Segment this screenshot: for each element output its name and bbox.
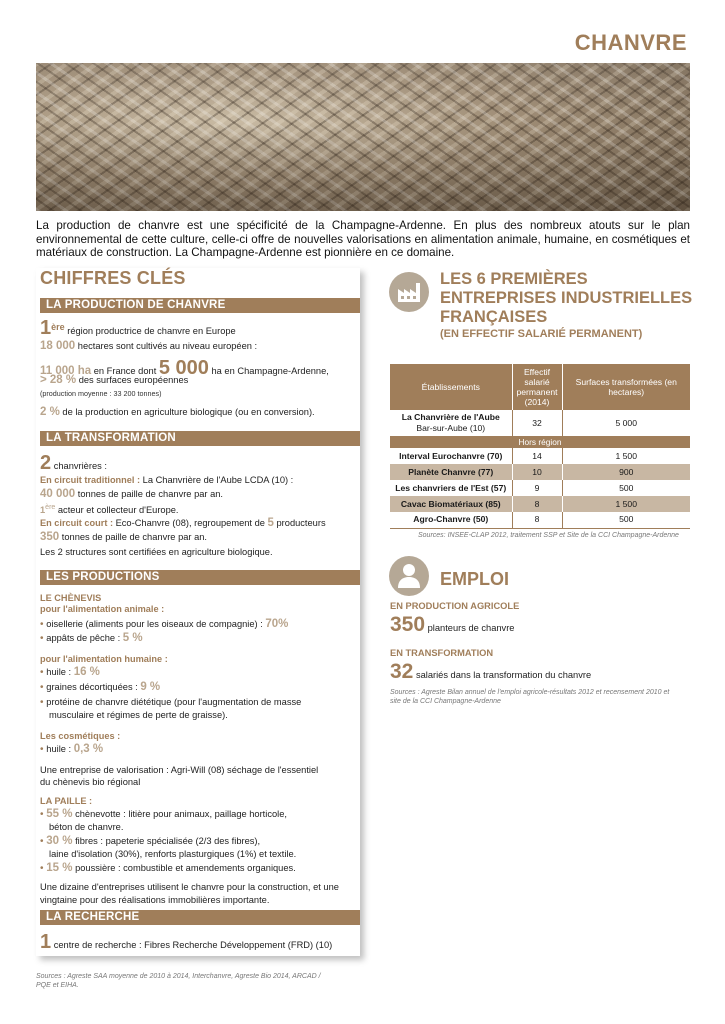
- animal-item-2-text: appâts de pêche :: [46, 633, 123, 643]
- share-number: > 28 %: [40, 374, 77, 386]
- leader-number: 1: [40, 505, 46, 516]
- productions-bar: LES PRODUCTIONS: [40, 570, 360, 585]
- producers-number: 5: [267, 517, 274, 529]
- left-sources: [36, 972, 321, 990]
- transformation-bar: LA TRANSFORMATION: [40, 431, 360, 446]
- short-label: En circuit court :: [40, 518, 113, 528]
- companies-heading-line-3: FRANÇAISES: [440, 308, 548, 326]
- transformation-label: EN TRANSFORMATION: [390, 648, 494, 658]
- planters-line: [390, 613, 514, 637]
- mills-text: chanvrières :: [51, 461, 107, 471]
- traditional-label: En circuit traditionnel :: [40, 475, 141, 485]
- rank-text: région productrice de chanvre en Europe: [64, 326, 236, 336]
- page-title: CHANVRE: [574, 30, 687, 55]
- employment-source-line-2: site de la CCI Champagne-Ardenne: [390, 698, 501, 705]
- straw-item-2-text: fibres : papeterie spécialisée (2/3 des fibres),: [72, 836, 261, 846]
- agri-will-line-1: Une entreprise de valorisation : Agri-Will (08) séchage de l'essentiel: [40, 765, 319, 775]
- short-tonnage: [40, 531, 207, 543]
- animal-feed-item-1: [40, 618, 288, 631]
- bullet-icon: •: [40, 697, 47, 708]
- hemp-mills-count: [40, 453, 107, 473]
- short-tonnage-text: tonnes de paille de chanvre par an.: [59, 532, 208, 542]
- bullet-icon: •: [40, 863, 47, 874]
- key-figures-panel: [36, 268, 360, 956]
- leader-text: acteur et collecteur d'Europe.: [55, 505, 179, 516]
- company-name-line-1: La Chanvrière de l'Aube: [401, 412, 500, 422]
- factory-icon-circle: [389, 272, 429, 312]
- employees-text: salariés dans la transformation du chanvre: [413, 670, 592, 680]
- table-row: [390, 410, 690, 436]
- bullet-icon: •: [40, 619, 47, 630]
- chenevis-heading: LE CHÈNEVIS: [40, 593, 102, 603]
- human-food-item-1: [40, 666, 100, 679]
- company-name: Agro-Chanvre (50): [390, 512, 512, 528]
- construction-line-2: vingtaine pour des réalisations immobilières importante.: [40, 895, 270, 905]
- region-separator-row: [390, 436, 690, 448]
- research-number: 1: [40, 931, 52, 953]
- human-item-2-number: 9 %: [140, 681, 161, 693]
- animal-feed-label: pour l'alimentation animale :: [40, 604, 165, 614]
- company-staff: 8: [512, 512, 562, 528]
- organic-text: de la production en agriculture biologique (ou en conversion).: [59, 407, 315, 417]
- table-header-row: [390, 364, 690, 410]
- employees-line: [390, 660, 591, 684]
- research-center: [40, 932, 332, 952]
- champagne-text: ha en Champagne-Ardenne,: [208, 366, 329, 376]
- france-text: en France dont: [91, 366, 159, 376]
- traditional-number: 40 000: [40, 488, 76, 500]
- company-staff: 10: [512, 464, 562, 480]
- hemp-fabric-photo: [36, 63, 690, 211]
- certification-note: Les 2 structures sont certifiées en agriculture biologique.: [40, 547, 273, 557]
- col-establishments: Établissements: [390, 364, 512, 410]
- employees-number: 32: [390, 660, 414, 683]
- producers-text: producteurs: [273, 518, 326, 528]
- human-food-item-3-cont: musculaire et régimes de perte de graisse).: [49, 710, 228, 720]
- human-item-1-number: 16 %: [73, 666, 100, 678]
- bullet-icon: •: [40, 633, 47, 644]
- left-sources-line-2: PQE et EIHA.: [36, 982, 79, 989]
- company-staff: 14: [512, 448, 562, 464]
- animal-item-1-text: oisellerie (aliments pour les oiseaux de compagnie) :: [46, 619, 266, 629]
- straw-item-1-cont: béton de chanvre.: [49, 822, 124, 832]
- traditional-tonnage-text: tonnes de paille de chanvre par an.: [75, 489, 224, 499]
- research-text: centre de recherche : Fibres Recherche Développement (FRD) (10): [51, 940, 333, 950]
- straw-label: LA PAILLE :: [40, 796, 93, 806]
- company-surface: 1 500: [562, 496, 690, 512]
- bullet-icon: •: [40, 809, 47, 820]
- company-staff: 9: [512, 480, 562, 496]
- human-food-label: pour l'alimentation humaine :: [40, 654, 168, 664]
- cosmetics-label: Les cosmétiques :: [40, 731, 121, 741]
- animal-feed-item-2: [40, 632, 143, 645]
- bullet-icon: •: [40, 682, 47, 693]
- hectares-number: 18 000: [40, 340, 76, 352]
- champagne-number: 5 000: [158, 357, 209, 379]
- cosmetics-item-number: 0,3 %: [73, 743, 104, 755]
- company-surface: 500: [562, 512, 690, 528]
- short-text: Eco-Chanvre (08), regroupement de: [113, 518, 268, 528]
- straw-item-3-text: poussière : combustible et amendements organiques.: [72, 863, 296, 873]
- rank-sup: ère: [51, 321, 65, 332]
- rank-number: 1: [40, 317, 52, 339]
- companies-source: Sources: INSEE-CLAP 2012, traitement SSP et Site de la CCI Champagne-Ardenne: [418, 532, 679, 539]
- company-surface: 900: [562, 464, 690, 480]
- company-name-line-2: Bar-sur-Aube (10): [416, 423, 486, 433]
- leader-sup: ère: [45, 504, 56, 511]
- production-bar: LA PRODUCTION DE CHANVRE: [40, 298, 360, 313]
- research-bar: LA RECHERCHE: [40, 910, 360, 925]
- planters-text: planteurs de chanvre: [425, 623, 515, 633]
- col-surface: Surfaces transformées (en hectares): [562, 364, 690, 410]
- france-number: 11 000 ha: [40, 365, 92, 377]
- agri-will-line-2: du chènevis bio régional: [40, 777, 141, 787]
- organic-share: [40, 406, 315, 418]
- companies-heading-line-2: ENTREPRISES INDUSTRIELLES: [440, 289, 693, 307]
- animal-item-1-number: 70%: [265, 618, 289, 630]
- intro-paragraph: La production de chanvre est une spécificité de la Champagne-Ardenne. En plus des nombreux atouts sur le plan environnemental de cette culture, celle-ci offre de nouvelles valorisations en alimentation animale, humaine, en cosmétiques et matériaux de construction. La Champagne-Ardenne est pionnière en ce domaine.: [36, 219, 690, 259]
- straw-item-2: [40, 835, 260, 848]
- companies-heading-line-1: LES 6 PREMIÈRES: [440, 270, 588, 288]
- employment-heading: EMPLOI: [440, 569, 510, 589]
- bullet-icon: •: [40, 744, 47, 755]
- straw-item-1-number: 55 %: [46, 808, 73, 820]
- table-row: [390, 448, 690, 464]
- table-row: [390, 496, 690, 512]
- person-icon-circle: [389, 556, 429, 596]
- traditional-circuit: [40, 474, 293, 486]
- hectares-text: hectares sont cultivés au niveau européen :: [75, 341, 258, 351]
- production-rank: [40, 318, 236, 338]
- straw-item-2-cont: laine d'isolation (30%), renforts plasturgiques (1%) et textile.: [49, 849, 297, 859]
- col-staff: Effectif salarié permanent (2014): [512, 364, 562, 410]
- employment-source: [390, 688, 669, 706]
- company-surface: 5 000: [562, 410, 690, 436]
- agri-production-label: EN PRODUCTION AGRICOLE: [390, 601, 520, 611]
- organic-number: 2 %: [40, 406, 60, 418]
- table-row: [390, 464, 690, 480]
- company-staff: 32: [512, 410, 562, 436]
- share-text: des surfaces européennes: [76, 375, 189, 385]
- company-name: Cavac Biomatériaux (85): [390, 496, 512, 512]
- construction-line-1: Une dizaine d'entreprises utilisent le chanvre pour la construction, et une: [40, 882, 339, 892]
- bullet-icon: •: [40, 836, 47, 847]
- company-name: Interval Eurochanvre (70): [390, 448, 512, 464]
- cosmetics-item-text: huile :: [46, 744, 74, 754]
- europe-leader: [40, 502, 179, 516]
- european-share: [40, 374, 188, 386]
- human-food-item-2: [40, 681, 160, 694]
- human-item-3-text: protéine de chanvre diététique (pour l'augmentation de masse: [46, 697, 302, 707]
- human-item-2-text: graines décortiquées :: [46, 682, 141, 692]
- europe-hectares: [40, 340, 257, 352]
- key-figures-heading: CHIFFRES CLÉS: [40, 268, 186, 288]
- company-name: Les chanvriers de l'Est (57): [390, 480, 512, 496]
- traditional-text: La Chanvrière de l'Aube LCDA (10) :: [140, 475, 294, 485]
- short-tonnage-number: 350: [40, 531, 60, 543]
- region-label: Hors région: [390, 436, 690, 448]
- company-staff: 8: [512, 496, 562, 512]
- human-item-1-text: huile :: [46, 667, 74, 677]
- short-circuit: [40, 517, 326, 529]
- companies-table: [390, 364, 690, 529]
- factory-icon: [389, 272, 429, 312]
- person-icon: [389, 556, 429, 596]
- companies-subheading: (EN EFFECTIF SALARIÉ PERMANENT): [440, 328, 643, 340]
- company-surface: 500: [562, 480, 690, 496]
- company-name: [390, 410, 512, 436]
- straw-item-1-text: chènevotte : litière pour animaux, paillage horticole,: [72, 809, 287, 819]
- straw-item-2-number: 30 %: [46, 835, 73, 847]
- company-name: Planète Chanvre (77): [390, 464, 512, 480]
- straw-item-3: [40, 862, 296, 875]
- table-row: [390, 512, 690, 528]
- company-surface: 1 500: [562, 448, 690, 464]
- left-sources-line-1: Sources : Agreste SAA moyenne de 2010 à 2014, Interchanvre, Agreste Bio 2014, ARCAD /: [36, 973, 321, 980]
- straw-item-3-number: 15 %: [46, 862, 73, 874]
- table-row: [390, 480, 690, 496]
- bullet-icon: •: [40, 667, 47, 678]
- employment-source-line-1: Sources : Agreste Bilan annuel de l'emploi agricole-résultats 2012 et recensement 2010 et: [390, 689, 670, 696]
- mills-number: 2: [40, 452, 52, 474]
- cosmetics-item-1: [40, 743, 103, 756]
- human-food-item-3: [40, 696, 301, 709]
- animal-item-2-number: 5 %: [122, 632, 143, 644]
- average-production: (production moyenne : 33 200 tonnes): [40, 389, 162, 398]
- straw-item-1: [40, 808, 287, 821]
- traditional-tonnage: [40, 488, 223, 500]
- planters-number: 350: [390, 613, 426, 636]
